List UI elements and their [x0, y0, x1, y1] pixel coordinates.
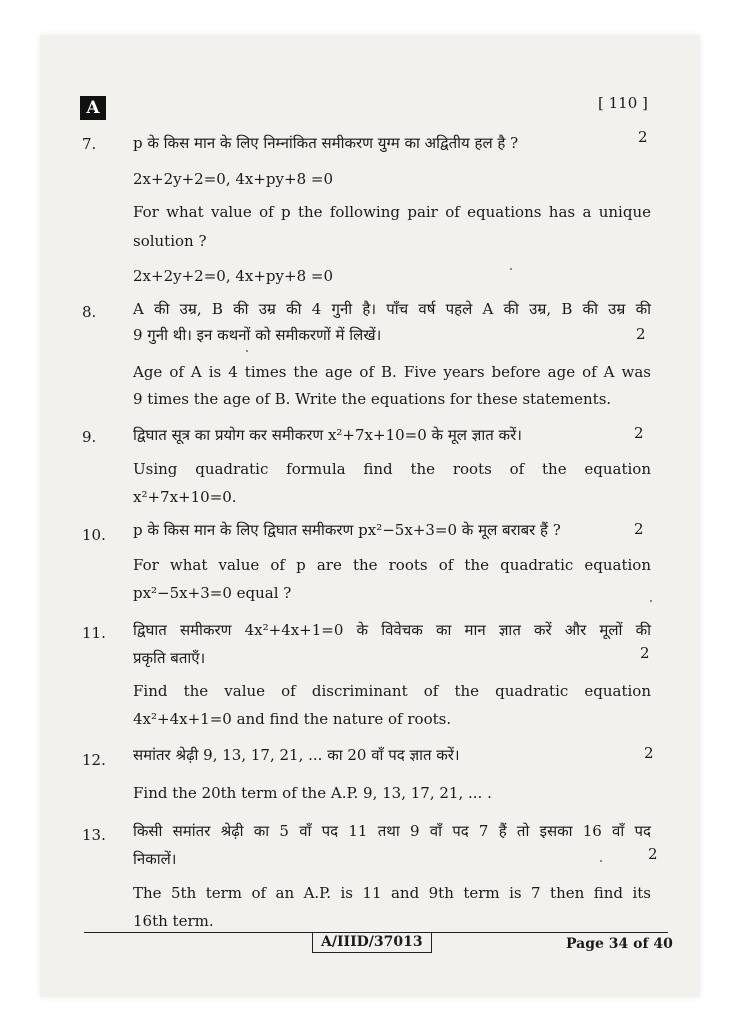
question-8-marks: 2: [636, 325, 646, 343]
question-8-number: 8.: [82, 303, 97, 321]
question-8-english-line-2: 9 times the age of B. Write the equations for these statements.: [133, 390, 612, 408]
question-7-english-line-2: solution ?: [133, 232, 207, 250]
question-8-hindi-line-2: 9 गुनी थी। इन कथनों को समीकरणों में लिखें।: [133, 326, 382, 344]
footer-paper-code: A/IIID/37013: [312, 932, 432, 953]
question-10-english-line-2: px²−5x+3=0 equal ?: [133, 584, 292, 602]
series-label: A: [80, 96, 106, 120]
question-11-marks: 2: [640, 644, 650, 662]
question-7-hindi: p के किस मान के लिए निम्नांकित समीकरण युग्म का अद्वितीय हल है ?: [133, 134, 519, 152]
question-11-hindi-line-1: द्विघात समीकरण 4x²+4x+1=0 के विवेचक का मान ज्ञात करें और मूलों की: [133, 621, 651, 639]
speck: [650, 600, 652, 602]
speck: [600, 860, 602, 862]
question-12-marks: 2: [644, 744, 654, 762]
question-11-hindi-line-2: प्रकृति बताएँ।: [133, 649, 206, 667]
question-11-english-line-1: Find the value of discriminant of the quadratic equation: [133, 682, 651, 700]
question-7-marks: 2: [638, 128, 648, 146]
question-13-english-line-2: 16th term.: [133, 912, 214, 930]
question-11-english-line-2: 4x²+4x+1=0 and find the nature of roots.: [133, 710, 452, 728]
question-13-hindi-line-2: निकालें।: [133, 850, 177, 868]
question-7-hindi-equation: 2x+2y+2=0, 4x+py+8 =0: [133, 170, 333, 188]
question-10-english-line-1: For what value of p are the roots of the quadratic equation: [133, 556, 651, 574]
question-13-english-line-1: The 5th term of an A.P. is 11 and 9th term is 7 then find its: [133, 884, 651, 902]
question-11-number: 11.: [82, 624, 106, 642]
question-9-marks: 2: [634, 424, 644, 442]
question-9-english-line-2: x²+7x+10=0.: [133, 488, 237, 506]
question-10-hindi: p के किस मान के लिए द्विघात समीकरण px²−5x+3=0 के मूल बराबर हैं ?: [133, 521, 561, 539]
question-12-english: Find the 20th term of the A.P. 9, 13, 17, 21, ... .: [133, 784, 492, 802]
question-13-number: 13.: [82, 826, 106, 844]
question-7-english-equation: 2x+2y+2=0, 4x+py+8 =0: [133, 267, 333, 285]
question-8-english-line-1: Age of A is 4 times the age of B. Five years before age of A was: [133, 363, 651, 381]
question-9-english-line-1: Using quadratic formula find the roots of the equation: [133, 460, 651, 478]
question-10-number: 10.: [82, 526, 106, 544]
paper-code: [ 110 ]: [598, 94, 648, 112]
question-12-hindi: समांतर श्रेढ़ी 9, 13, 17, 21, ... का 20 वाँ पद ज्ञात करें।: [133, 746, 460, 764]
question-9-hindi: द्विघात सूत्र का प्रयोग कर समीकरण x²+7x+10=0 के मूल ज्ञात करें।: [133, 426, 522, 444]
page-number: Page 34 of 40: [566, 936, 673, 952]
question-8-hindi-line-1: A की उम्र, B की उम्र की 4 गुनी है। पाँच वर्ष पहले A की उम्र, B की उम्र की: [133, 300, 651, 318]
question-10-marks: 2: [634, 520, 644, 538]
question-9-number: 9.: [82, 428, 97, 446]
question-13-marks: 2: [648, 845, 658, 863]
question-12-number: 12.: [82, 751, 106, 769]
speck: [246, 350, 248, 352]
question-7-english-line-1: For what value of p the following pair of equations has a unique: [133, 203, 651, 221]
question-13-hindi-line-1: किसी समांतर श्रेढ़ी का 5 वाँ पद 11 तथा 9 वाँ पद 7 हैं तो इसका 16 वाँ पद: [133, 822, 651, 840]
speck: [510, 268, 512, 270]
question-7-number: 7.: [82, 135, 97, 153]
